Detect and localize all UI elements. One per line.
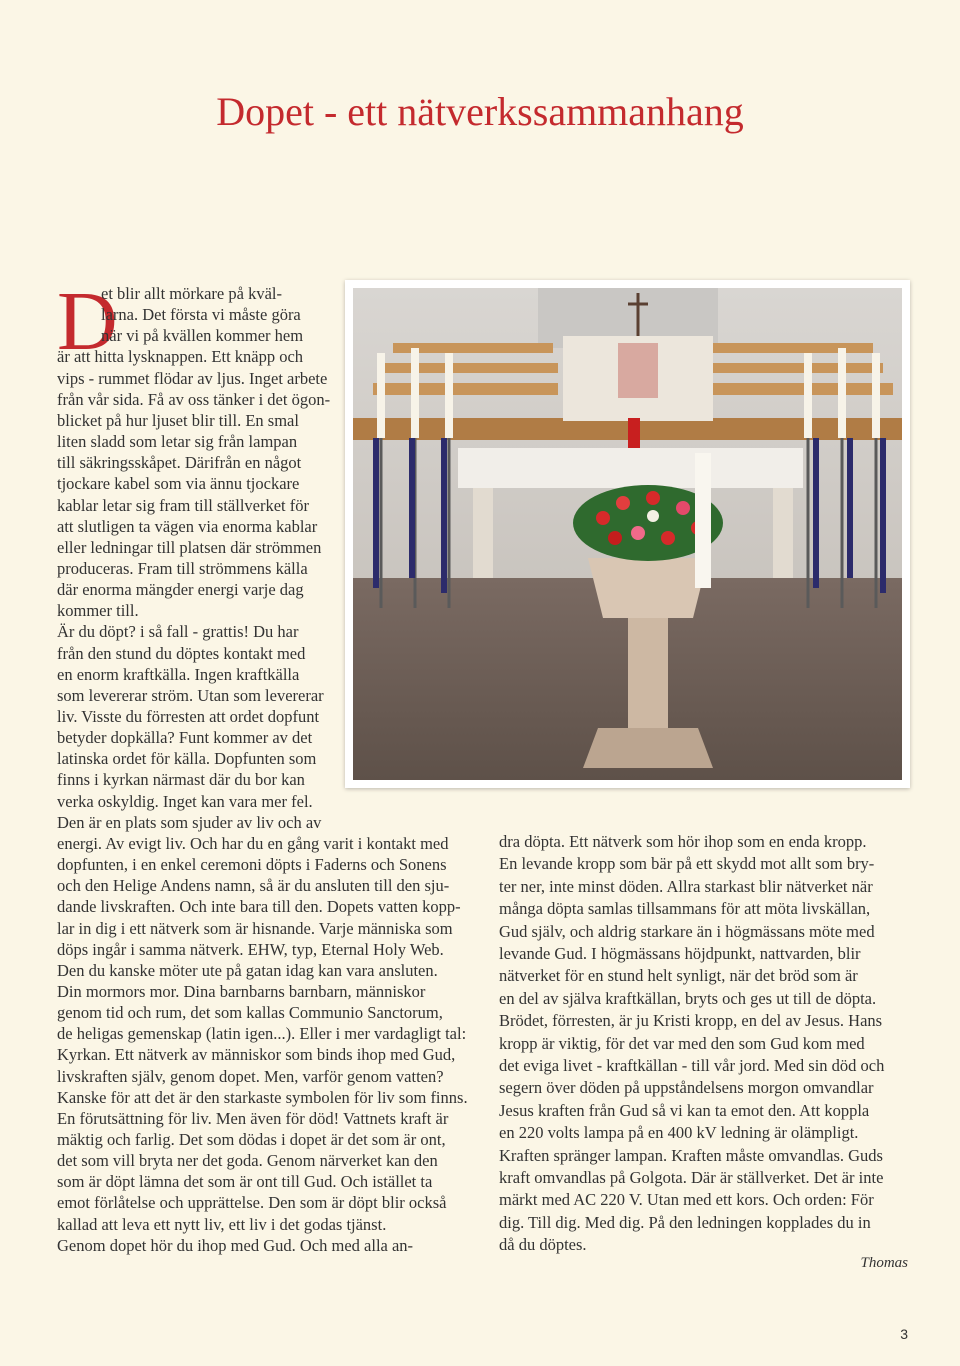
text-line: livskraften själv, genom dopet. Men, varför genom vatten? bbox=[57, 1066, 444, 1086]
text-line: kropp är viktig, för det var med den som Gud kom med bbox=[499, 1033, 865, 1053]
text-line: kraft omvandlas på Golgota. Där är ställverket. Det är inte bbox=[499, 1168, 884, 1187]
text-line: kablar letar sig fram till ställverket för bbox=[57, 495, 309, 515]
text-line: segern över döden på uppståndelsens morgon omvandlar bbox=[499, 1078, 874, 1098]
baptismal-font-image bbox=[353, 288, 902, 780]
text-line: från vår sida. Få av oss tänker i det ögon- bbox=[57, 389, 331, 409]
text-line: Gud själv, och aldrig starkare än i högmässans möte med bbox=[499, 921, 875, 941]
text-line: en del av själva kraftkällan, bryts och ges ut till de döpta. bbox=[499, 988, 877, 1008]
text-line: energi. Av evigt liv. Och har du en gång varit i kontakt med bbox=[57, 833, 449, 853]
text-line: en enorm kraftkälla. Ingen kraftkälla bbox=[57, 664, 300, 684]
text-line: Genom dopet hör du ihop med Gud. Och med alla an- bbox=[57, 1235, 414, 1255]
text-line: produceras. Fram till strömmens källa bbox=[57, 558, 308, 578]
author-signature: Thomas bbox=[860, 1255, 908, 1271]
text-line: och den Helige Andens namn, så är du ansluten till den sju- bbox=[57, 876, 450, 896]
text-line: dra döpta. Ett nätverk som hör ihop som en enda kropp. bbox=[499, 832, 867, 851]
text-line: vips - rummet flödar av ljus. Inget arbete bbox=[57, 368, 328, 388]
text-line: latinska ordet för källa. Dopfunten som bbox=[57, 749, 317, 769]
text-line: märkt med AC 220 V. Utan med ett kors. Och orden: För bbox=[499, 1190, 874, 1210]
text-line: det eviga livet - kraftkällan - till vår jord. Med sin död och bbox=[499, 1056, 885, 1075]
text-line: verka oskyldig. Inget kan vara mer fel. bbox=[57, 791, 313, 811]
text-line: liten sladd som letar sig från lampan bbox=[57, 432, 298, 452]
text-line: de heligas gemenskap (latin igen...). Eller i mer vardagligt tal: bbox=[57, 1024, 467, 1044]
text-line: Kraften spränger lampan. Kraften måste omvandlas. Guds bbox=[499, 1145, 883, 1165]
text-line: eller ledningar till platsen där strömmen bbox=[57, 537, 322, 557]
text-line: dande livskraften. Och inte bara till den. Dopets vatten kopp- bbox=[57, 897, 461, 917]
text-line: en 220 volts lampa på en 400 kV ledning är olämpligt. bbox=[499, 1123, 859, 1143]
text-line: kallad att leva ett nytt liv, ett liv i det godas tjänst. bbox=[57, 1214, 387, 1234]
text-line: lar in dig i ett nätverk som är hisnande. Varje människa som bbox=[57, 918, 453, 938]
text-line: Kyrkan. Ett nätverk av människor som binds ihop med Gud, bbox=[57, 1045, 456, 1065]
text-line: ter ner, inte minst döden. Allra starkast blir nätverket när bbox=[499, 876, 873, 896]
text-line: En levande kropp som bär på ett skydd mot allt som bry- bbox=[499, 854, 875, 874]
text-line: emot förlåtelse och upprättelse. Den som är döpt blir också bbox=[57, 1193, 447, 1213]
text-line: tjockare kabel som via ännu tjockare bbox=[57, 474, 300, 494]
text-line: till säkringsskåpet. Därifrån en något bbox=[57, 453, 302, 473]
text-line: Är du döpt? i så fall - grattis! Du har bbox=[57, 622, 299, 642]
page-number: 3 bbox=[900, 1326, 908, 1342]
text-line: dig. Till dig. Med dig. På den ledningen kopplades du in bbox=[499, 1212, 871, 1232]
church-altar-photo bbox=[345, 280, 910, 788]
text-line: nätverket för en stund helt synligt, när det bröd som är bbox=[499, 966, 858, 986]
text-line: att slutligen ta vägen via enorma kablar bbox=[57, 516, 318, 536]
text-line: Jesus kraften från Gud så vi kan ta emot den. Att koppla bbox=[499, 1100, 870, 1120]
text-line: genom tid och rum, det som kallas Communio Sanctorum, bbox=[57, 1003, 443, 1023]
text-line: Kanske för att det är den starkaste symbolen för liv som finns. bbox=[57, 1087, 468, 1107]
text-line: finns i kyrkan närmast där du bor kan bbox=[57, 770, 305, 790]
text-line: när vi på kvällen kommer hem bbox=[101, 326, 304, 346]
text-line: blicket på hur ljuset blir till. En smal bbox=[57, 410, 299, 430]
text-line: döps ingår i samma nätverk. EHW, typ, Eternal Holy Web. bbox=[57, 939, 444, 959]
text-line: Den är en plats som sjuder av liv och av bbox=[57, 812, 322, 832]
text-line: Din mormors mor. Dina barnbarns barnbarn, människor bbox=[57, 981, 426, 1001]
text-line: då du döptes. bbox=[499, 1235, 587, 1255]
page-title: Dopet - ett nätverkssammanhang bbox=[216, 89, 744, 134]
text-line: Den du kanske möter ute på gatan idag kan vara ansluten. bbox=[57, 960, 438, 980]
text-line: är att hitta lysknappen. Ett knäpp och bbox=[57, 347, 304, 367]
text-line: som är döpt lämna det som är ont till Gud. Och istället ta bbox=[57, 1172, 433, 1192]
text-line: En förutsättning för liv. Men även för död! Vattnets kraft är bbox=[57, 1108, 449, 1128]
text-line: där enorma mängder energi varje dag bbox=[57, 580, 304, 600]
text-line: levande Gud. I högmässans höjdpunkt, nattvarden, blir bbox=[499, 944, 861, 963]
text-line: liv. Visste du förresten att ordet dopfunt bbox=[57, 707, 320, 726]
text-line: dopfunten, i en enkel ceremoni döpts i Faderns och Sonens bbox=[57, 855, 447, 875]
text-line: larna. Det första vi måste göra bbox=[101, 305, 301, 325]
text-line: kommer till. bbox=[57, 601, 139, 621]
text-line: mäktig och farlig. Det som dödas i dopet är det som är ont, bbox=[57, 1130, 446, 1149]
text-line: många döpta samlas tillsammans för att möta livskällan, bbox=[499, 899, 871, 919]
text-line: det som vill bryta ner det goda. Genom närverket kan den bbox=[57, 1151, 438, 1171]
drop-cap: D bbox=[57, 275, 118, 368]
text-line: från den stund du döptes kontakt med bbox=[57, 643, 306, 663]
text-line: som levererar ström. Utan som levererar bbox=[57, 685, 324, 705]
text-line: Brödet, förresten, är ju Kristi kropp, en del av Jesus. Hans bbox=[499, 1011, 883, 1031]
text-line: betyder dopkälla? Funt kommer av det bbox=[57, 728, 313, 748]
text-line: et blir allt mörkare på kväl- bbox=[101, 284, 282, 303]
